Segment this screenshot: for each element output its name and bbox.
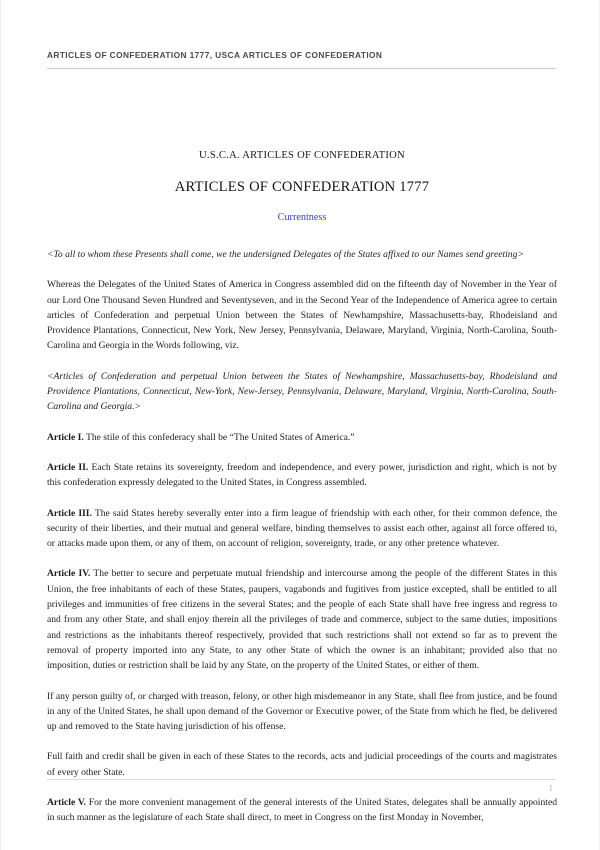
currentness-link[interactable]: Currentness [277,212,327,223]
article-label: Article IV. [47,568,91,580]
footer-divider [47,779,556,780]
article-text: The stile of this confederacy shall be “The United States of America.” [83,431,355,443]
article-paragraph [47,566,557,673]
union-heading-paragraph: <Articles of Confederation and perpetual Union between the States of Newhampshire, Massachusetts-bay, Rhodeisland and Providence Plantations, Connecticut, New-York, New-Jersey, Pennsylvania, Delaware, Maryland, Virginia, North-Carolina, South-Carolina and Georgia.> [47,370,557,413]
article-label: Article I. [47,431,84,443]
article-text: Each State retains its sovereignty, freedom and independence, and every power, jurisdiction and right, which is not by this confederation expressly delegated to the United States, in Congress assembled. [47,461,557,489]
running-header: ARTICLES OF CONFEDERATION 1777, USCA ARTICLES OF CONFEDERATION [47,50,383,60]
page-title: ARTICLES OF CONFEDERATION 1777 [174,179,430,195]
header-divider [47,68,556,69]
fugitive-paragraph: If any person guilty of, or charged with treason, felony, or other high misdemeanor in any State, shall flee from justice, and be found in any of the United States, he shall upon demand of the Governor or Executive power, of the State from which he fled, be delivered up and removed to the State having jurisdiction of his offense. [47,690,557,733]
article-paragraph [47,506,557,552]
article-text: The said States hereby severally enter into a firm league of friendship with each other, for their common defence, the security of their liberties, and their mutual and general welfare, binding themselves to assist each other, against all force offered to, or attacks made upon them, or any of them, on account of religion, sovereignty, trade, or any other pretence whatever. [47,507,557,550]
article-text: For the more convenient management of the general interests of the United States, delegates shall be annually appointed in such manner as the legislature of each State shall direct, to meet in Congress on the first Monday in November, [47,797,557,824]
article-label: Article III. [47,507,92,519]
greeting-paragraph: <To all to whom these Presents shall come, we the undersigned Delegates of the States affixed to our Names send greeting> [47,249,524,260]
page-number: 1 [548,783,553,793]
article-label: Article V. [47,797,86,809]
full-faith-paragraph: Full faith and credit shall be given in each of these States to the records, acts and judicial proceedings of the courts and magistrates of every other State. [47,751,557,778]
article-text: The better to secure and perpetuate mutual friendship and intercourse among the people of the different States in this Union, the free inhabitants of each of these States, paupers, vagabonds and fugitives from justice excepted, shall be entitled to all privileges and immunities of free citizens in the several States; and the people of each State shall have free ingress and regress to and from any other State, and shall enjoy therein all the privileges of trade and commerce, subject to the same duties, impositions and restrictions as the inhabitants thereof respectively, provided that such restrictions shall not extend so far as to prevent the removal of property imported into any State, to any other State of which the owner is an inhabitant; provided also that no imposition, duties or restriction shall be laid by any State, on the property of the United States, or either of them. [47,568,558,672]
document-body [47,150,557,826]
article-paragraph [47,430,557,445]
article-paragraph [47,460,557,491]
document-subtitle: U.S.C.A. ARTICLES OF CONFEDERATION [199,150,405,161]
whereas-paragraph: Whereas the Delegates of the United States of America in Congress assembled did on the fifteenth day of November in the Year of our Lord One Thousand Seven Hundred and Seventyseven, and in the Second Year of the Independence of America agree to certain articles of Confederation and perpetual Union between the States of Newhampshire, Massachusetts-bay, Rhodeisland and Providence Plantations, Connecticut, New York, New Jersey, Pennsylvania, Delaware, Maryland, Virginia, North-Carolina, South-Carolina and Georgia in the Words following, viz. [47,279,557,352]
article-label: Article II. [47,461,89,473]
article-paragraph [47,795,557,826]
